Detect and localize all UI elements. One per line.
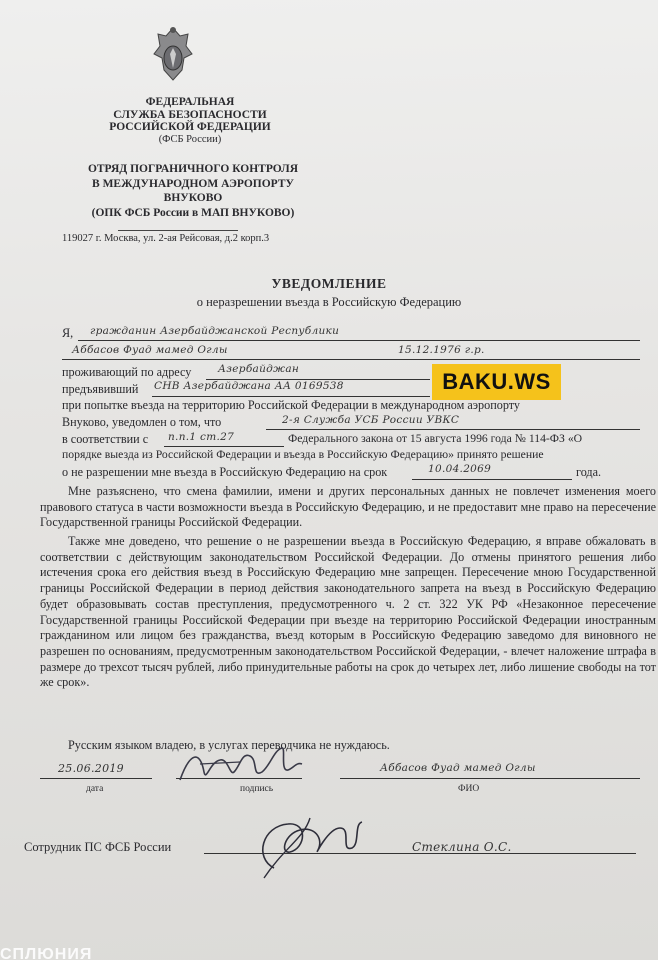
org-line-3: РОССИЙСКОЙ ФЕДЕРАЦИИ: [109, 121, 271, 134]
org-line-2: СЛУЖБА БЕЗОПАСНОСТИ: [113, 108, 267, 121]
text-vnukovo: Внуково, уведомлен о том, что: [62, 415, 222, 429]
bottom-watermark: СПЛЮНИЯ: [0, 946, 93, 960]
unit-line-1: ОТРЯД ПОГРАНИЧНОГО КОНТРОЛЯ: [87, 163, 299, 175]
fio-line: [340, 778, 640, 779]
hw-officer: Стеклина О.С.: [412, 840, 512, 854]
document-title: [0, 276, 658, 310]
hw-service: 2-я Служба УСБ России УВКС: [282, 414, 460, 426]
paragraph-name-change: Мне разъяснено, что смена фамилии, имени и других персональных данных не повлечет изменения моего правового статуса в части возможности въезда в Российскую Федерацию, и не предоставит мне право на пересечение Государственной границы Российской Федерации.: [40, 484, 656, 530]
officer-label: Сотрудник ПС ФСБ России: [24, 840, 172, 854]
label-fio: ФИО: [458, 784, 480, 794]
label-ya: Я,: [62, 326, 74, 340]
site-watermark-badge: BAKU.WS: [432, 364, 561, 400]
paragraph-appeal: Также мне доведено, что решение о не разрешении въезда в Российскую Федерацию, я вправе обжаловать в соответствии с действующим законодательством Российской Федерации. До отмены принятого решения либо истечения срока его действия въезд в Российскую Федерацию мне запрещен. Пересечение мною Государственной границы Российской Федерации в период действия законодательного запрета на въезд в Российскую Федерацию будет образовывать состав преступления, предусмотренного ч. 2 ст. 322 УК РФ «Незаконное пересечение Государственной границы Российской Федерации при въезде на территорию Российской Федерации иностранным гражданином или лицом без гражданства, въезд которым в Российскую Федерацию заведомо для виновного не разрешен по основаниям, предусмотренным законодательством Российской Федерации, - влечет наложение штрафа в размере до трехсот тысяч рублей, либо принудительные работы на срок до четырех лет, либо лишение свободы на тот же срок».: [40, 534, 656, 690]
unit-name: [62, 162, 324, 220]
hw-article: п.п.1 ст.27: [168, 431, 235, 443]
unit-line-4: (ОПК ФСБ России в МАП ВНУКОВО): [91, 206, 295, 219]
hw-fio: Аббасов Фуад мамед Оглы: [380, 762, 536, 774]
text-law: Федерального закона от 15 августа 1996 года № 114-ФЗ «О: [288, 432, 583, 445]
hw-address: Азербайджан: [218, 363, 300, 375]
org-line-4: (ФСБ России): [158, 133, 222, 145]
text-attempt: при попытке въезда на территорию Российской Федерации в международном аэропорту: [62, 398, 521, 412]
title-main: УВЕДОМЛЕНИЕ: [271, 276, 387, 291]
label-date: дата: [86, 784, 104, 794]
org-line-1: ФЕДЕРАЛЬНАЯ: [145, 96, 235, 108]
unit-line-2: В МЕЖДУНАРОДНОМ АЭРОПОРТУ: [92, 177, 294, 190]
paragraph-language: Русским языком владею, в услугах переводчика не нуждаюсь.: [68, 738, 390, 752]
hw-date: 25.06.2019: [58, 762, 124, 775]
hw-citizen: гражданин Азербайджанской Республики: [90, 325, 340, 337]
title-sub: о неразрешении въезда в Российскую Федерацию: [196, 295, 462, 309]
org-name: [100, 96, 280, 146]
text-order: порядке выезда из Российской Федерации и въезда в Российскую Федерацию» принято решение: [62, 448, 544, 461]
applicant-signature: [170, 742, 310, 792]
hw-name: Аббасов Фуад мамед Оглы: [72, 344, 228, 356]
fsb-emblem-icon: [150, 24, 196, 86]
label-passport: предъявивший: [62, 382, 139, 396]
text-according: в соответствии с: [62, 432, 149, 446]
label-sign: подпись: [240, 784, 274, 794]
officer-signature: [244, 808, 364, 888]
label-address: проживающий по адресу: [62, 365, 192, 379]
hw-term: 10.04.2069: [428, 463, 492, 475]
hw-passport: СНВ Азербайджана АА 0169538: [154, 380, 344, 392]
unit-address: 119027 г. Москва, ул. 2-ая Рейсовая, д.2 корп.3: [62, 233, 270, 244]
hw-dob: 15.12.1976 г.р.: [398, 344, 485, 356]
unit-line-3: ВНУКОВО: [163, 192, 223, 204]
text-year: года.: [576, 465, 602, 479]
date-line: [40, 778, 152, 779]
text-noentry: о не разрешении мне въезда в Российскую Федерацию на срок: [62, 465, 388, 479]
header-divider: [118, 230, 238, 231]
